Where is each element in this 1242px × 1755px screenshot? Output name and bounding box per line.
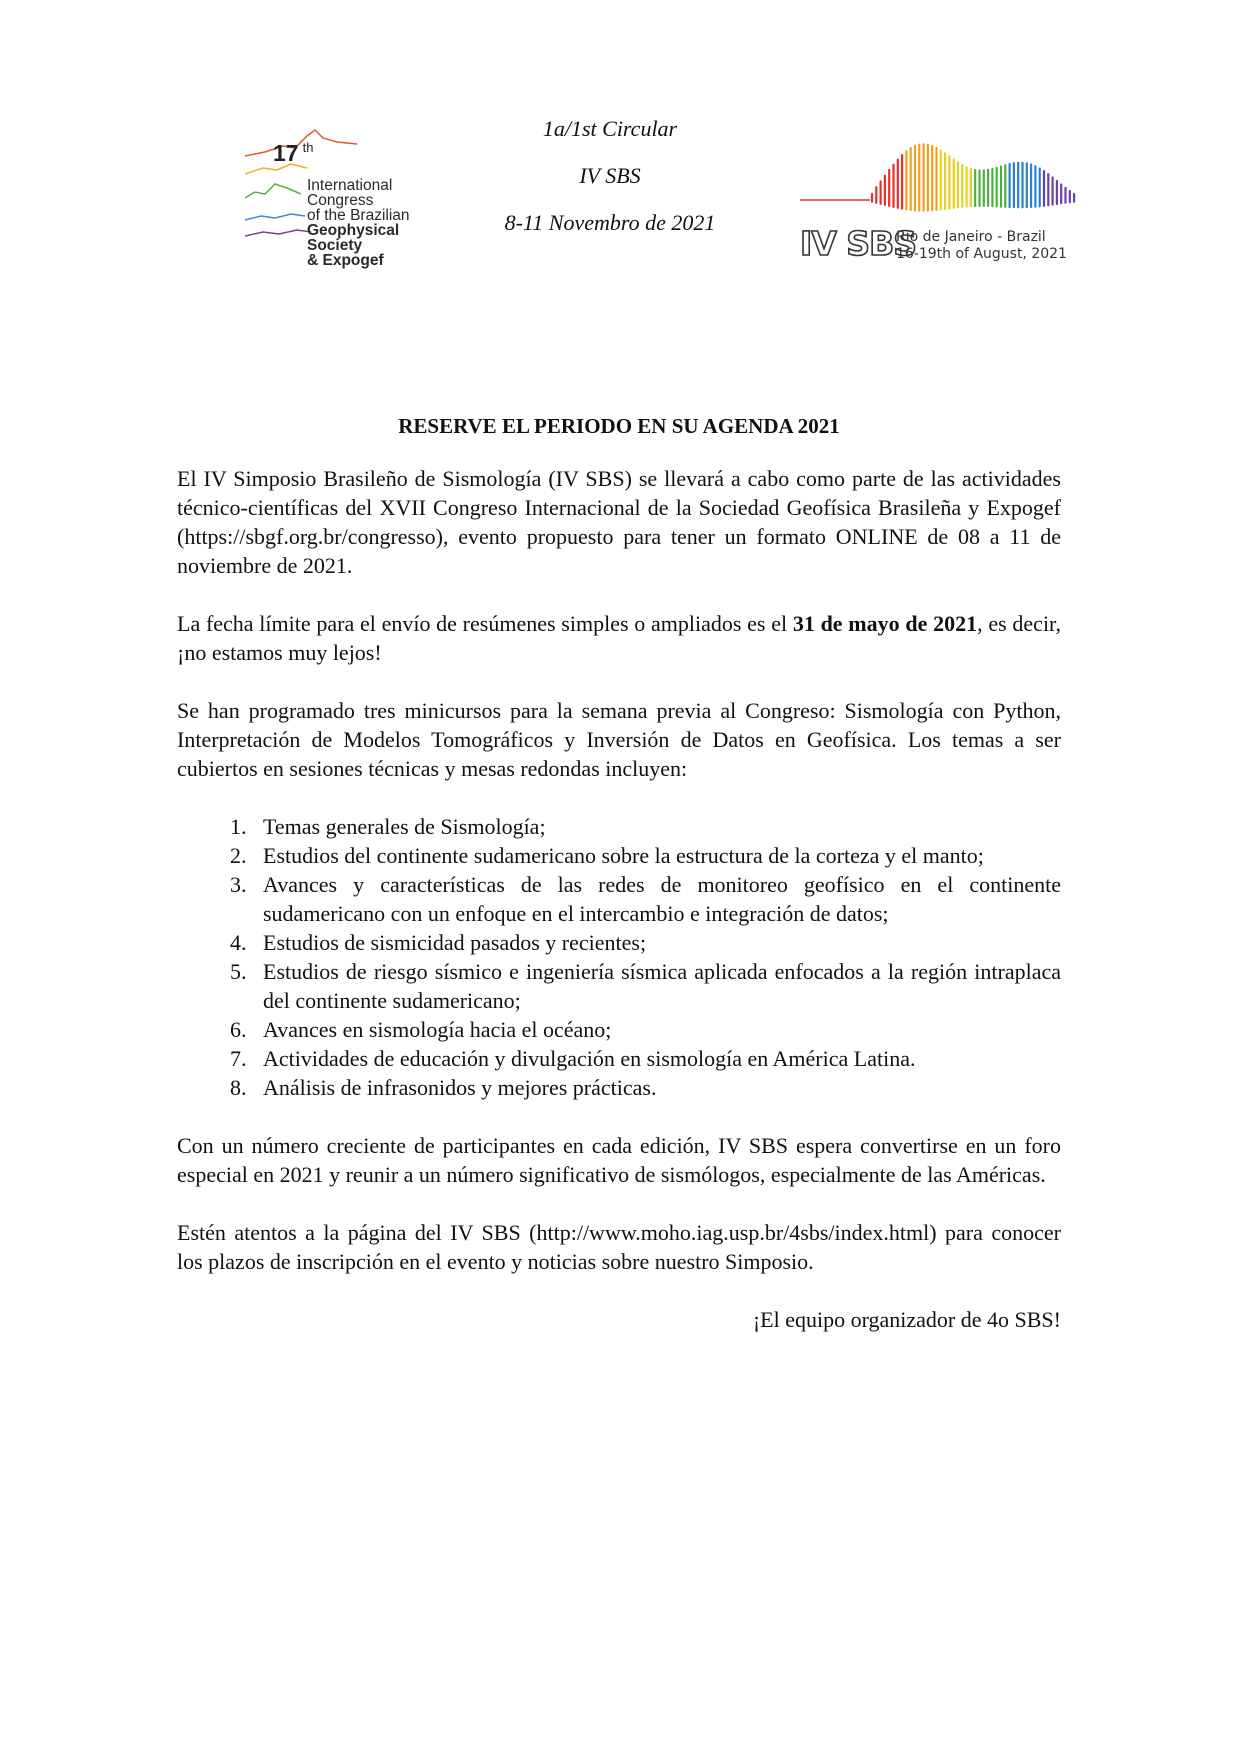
congress-logo [245,128,455,268]
list-item: 6. Avances en sismología hacia el océano; [252,1015,1061,1044]
topics-list [177,812,1061,1102]
sbs-logo-acronym: IV SBS [800,224,916,263]
list-item: 3. Avances y características de las redes de monitoreo geofísico en el continente sudamericano con un enfoque en el intercambio e integración de datos; [252,870,1061,928]
list-item: 1. Temas generales de Sismología; [252,812,1061,841]
signature: ¡El equipo organizador de 4o SBS! [752,1307,1061,1332]
list-item: 8. Análisis de infrasonidos y mejores prácticas. [252,1073,1061,1102]
congress-name: International Congress of the Brazilian Geophysical Society & Expogef [307,177,410,269]
congress-edition: 17 $^{th}$ [273,140,314,166]
page-title: RESERVE EL PERIODO EN SU AGENDA 2021 [398,414,840,438]
deadline-date: 31 de mayo de 2021 [792,611,978,636]
list-item: 2. Estudios del continente sudamericano sobre la estructura de la corteza y el manto; [252,841,1061,870]
participation-paragraph: Con un número creciente de participantes en cada edición, IV SBS espera convertirse en un foro especial en 2021 y reunir a un número significativo de sismólogos, especialmente de las Américas. [177,1133,1061,1187]
sbs-logo [800,128,1080,268]
minicourses-paragraph: Se han programado tres minicursos para la semana previa al Congreso: Sismología con Python, Interpretación de Modelos Tomográficos y Inversión de Datos en Geofísica. Los temas a ser cubiertos en sesiones técnicas y mesas redondas incluyen: [177,698,1061,781]
circular-body [177,412,1061,1334]
list-item: 7. Actividades de educación y divulgación en sismología en América Latina. [252,1044,1061,1073]
intro-paragraph: El IV Simposio Brasileño de Sismología (IV SBS) se llevará a cabo como parte de las actividades técnico-científicas del XVII Congreso Internacional de la Sociedad Geofísica Brasileña y Expogef (https://sbgf.org.br/congresso), evento propuesto para tener un formato ONLINE de 08 a 11 de noviembre de 2021. [177,466,1061,578]
seismogram-graphic [800,128,1080,228]
circular-heading [470,112,750,253]
website-paragraph: Estén atentos a la página del IV SBS (http://www.moho.iag.usp.br/4sbs/index.html) para conocer los plazos de inscripción en el evento y noticias sobre nuestro Simposio. [177,1220,1061,1274]
list-item: 4. Estudios de sismicidad pasados y recientes; [252,928,1061,957]
list-item: 5. Estudios de riesgo sísmico e ingeniería sísmica aplicada enfocados a la región intraplaca del continente sudamericano; [252,957,1061,1015]
event-dates: 8-11 Novembro de 2021 [504,210,716,235]
circular-number: 1a/1st Circular [542,116,678,141]
letterhead [0,0,1242,300]
event-name: IV SBS [579,163,641,188]
deadline-paragraph: La fecha límite para el envío de resúmenes simples o ampliados es el 31 de mayo de 2021, es decir, ¡no estamos muy lejos! [177,611,1061,665]
sbs-logo-caption: Rio de Janeiro - Brazil 16-19th of August, 2021 [896,229,1067,262]
